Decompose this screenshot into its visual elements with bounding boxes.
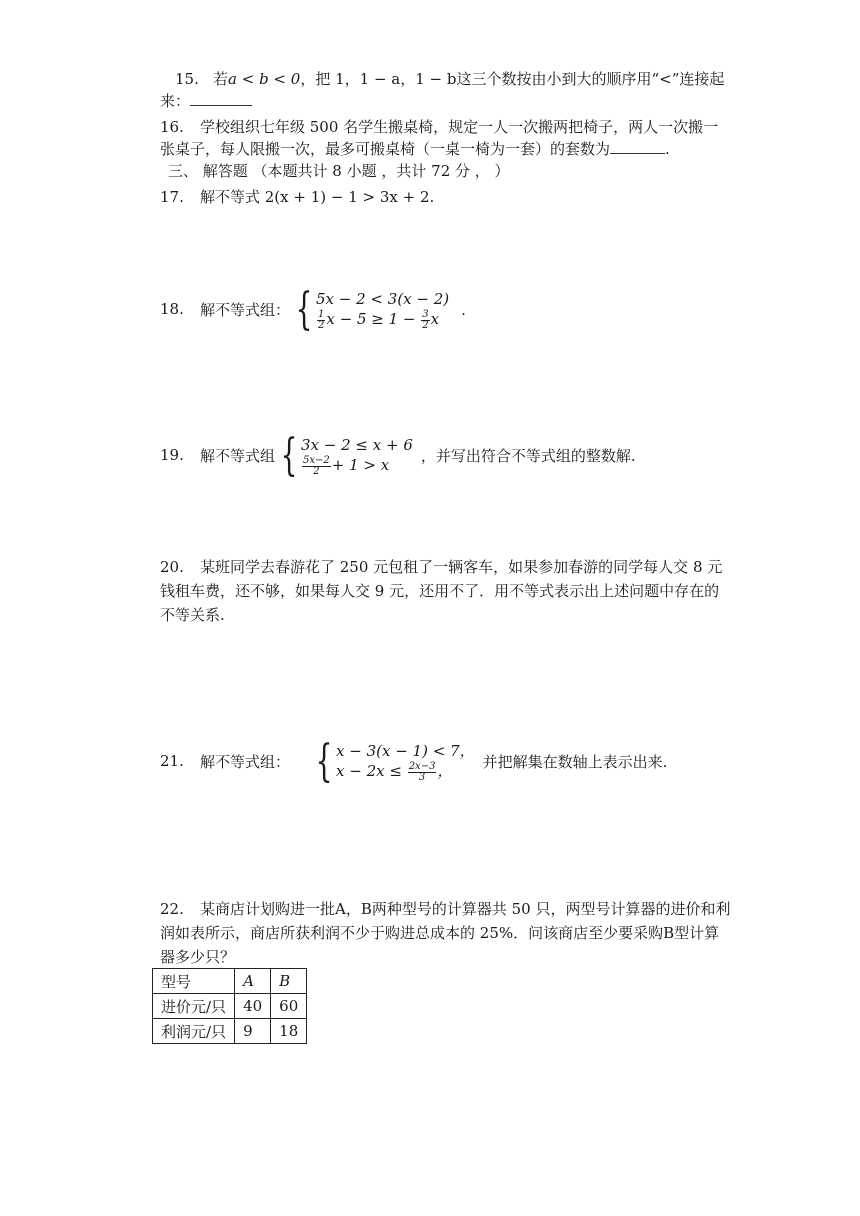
price-profit-table xyxy=(152,968,307,1044)
question-number: 15. xyxy=(175,70,199,88)
question-22: 22. 某商店计划购进一批A，B两种型号的计算器共 50 只，两型号计算器的进价和利 xyxy=(160,900,731,918)
question-17: 17. 解不等式 2(x + 1) − 1 > 3x + 2. xyxy=(160,188,435,206)
question-number: 21. xyxy=(160,752,184,770)
table-cell: A xyxy=(235,969,271,994)
table-row xyxy=(153,994,307,1019)
table-cell: 利润元/只 xyxy=(153,1019,235,1044)
answer-blank xyxy=(190,91,252,106)
question-16-line2: 张桌子，每人限搬一次，最多可搬桌椅（一桌一椅为一套）的套数为 . xyxy=(160,140,670,158)
table-header-row xyxy=(153,969,307,994)
section-heading: 三、 解答题 （本题共计 8 小题 ，共计 72 分 ， ） xyxy=(168,162,510,180)
question-20-line2: 钱租车费，还不够，如果每人交 9 元，还用不了．用不等式表示出上述问题中存在的 xyxy=(160,582,720,600)
question-number: 20. xyxy=(160,558,184,576)
question-21: 21. 解不等式组： { x − 3(x − 1) < 7， x − 2x ≤ $\frac{2x-3}{3}$ ， 并把解集在数轴上表示出来. xyxy=(160,736,668,787)
question-16: 16. 学校组织七年级 500 名学生搬桌椅，规定一人一次搬两把椅子，两人一次搬一 xyxy=(160,118,719,136)
table-cell: 9 xyxy=(235,1019,271,1044)
inequality-system: { 5x − 2 < 3(x − 2) $\frac{1}{2}$ x − 5 ≥ 1 − $\frac{3}{2}$ x xyxy=(295,284,450,335)
question-number: 22. xyxy=(160,900,184,918)
table-cell: 进价元/只 xyxy=(153,994,235,1019)
question-19: 19. 解不等式组 { 3x − 2 ≤ x + 6 $\frac{5x-2}{2}$ + 1 > x ，并写出符合不等式组的整数解. xyxy=(160,430,636,481)
question-15: 15. 若a < b < 0，把 1，1 − a，1 − b这三个数按由小到大的顺序用“<”连接起 xyxy=(175,70,725,88)
table-cell: B xyxy=(271,969,307,994)
table-cell: 40 xyxy=(235,994,271,1019)
question-18: 18. 解不等式组： { 5x − 2 < 3(x − 2) $\frac{1}{2}$ x − 5 ≥ 1 − $\frac{3}{2}$ x . xyxy=(160,284,466,335)
question-number: 17. xyxy=(160,188,184,206)
answer-blank xyxy=(610,139,665,154)
question-number: 16. xyxy=(160,118,184,136)
table-row xyxy=(153,1019,307,1044)
question-22-line3: 器多少只？ xyxy=(160,948,236,966)
table-cell: 60 xyxy=(271,994,307,1019)
question-20: 20. 某班同学去春游花了 250 元包租了一辆客车，如果参加春游的同学每人交 8 元 xyxy=(160,558,723,576)
question-22-line2: 润如表所示，商店所获利润不少于购进总成本的 25%．问该商店至少要采购B型计算 xyxy=(160,924,720,942)
inequality-system: { 3x − 2 ≤ x + 6 $\frac{5x-2}{2}$ + 1 > x xyxy=(280,430,413,481)
table-cell: 型号 xyxy=(153,969,235,994)
table-cell: 18 xyxy=(271,1019,307,1044)
question-number: 19. xyxy=(160,446,184,464)
question-15-line2: 来： xyxy=(160,90,735,112)
question-number: 18. xyxy=(160,300,184,318)
question-20-line3: 不等关系. xyxy=(160,606,225,624)
inequality-system: { x − 3(x − 1) < 7， x − 2x ≤ $\frac{2x-3}{3}$ ， xyxy=(315,736,475,787)
